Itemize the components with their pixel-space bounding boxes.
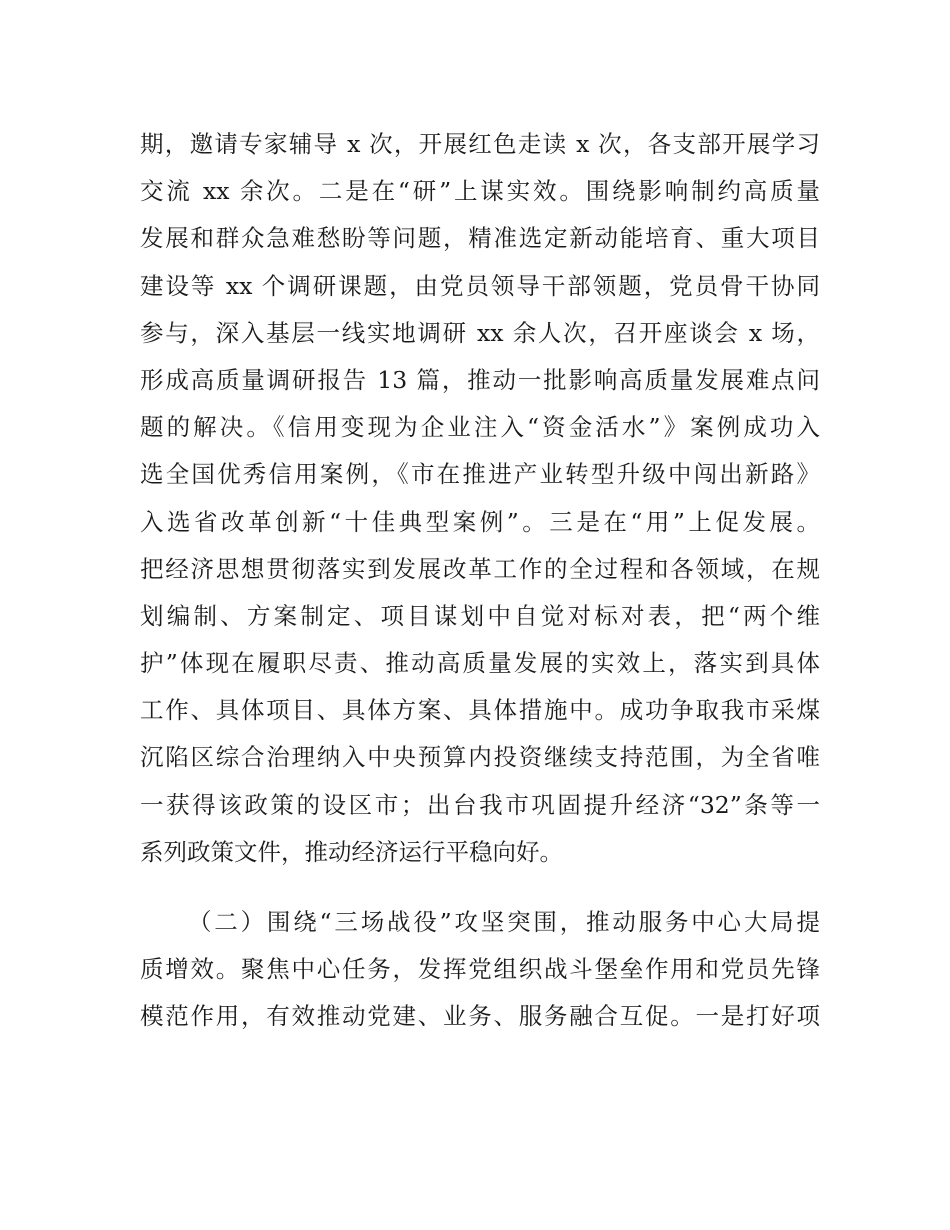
text-line: 一获得该政策的设区市；出台我市巩固提升经济“32”条等一	[140, 790, 820, 819]
text-line: 参与，深入基层一线实地调研 xx 余人次，召开座谈会 x 场，	[140, 318, 820, 347]
text-line: 期，邀请专家辅导 x 次，开展红色走读 x 次，各支部开展学习	[140, 130, 820, 158]
paragraph	[140, 121, 820, 876]
text-line: 模范作用，有效推动党建、业务、服务融合互促。一是打好项	[140, 1002, 820, 1031]
text-line: （二）围绕“三场战役”攻坚突围，推动服务中心大局提	[188, 908, 820, 936]
text-line: 把经济思想贯彻落实到发展改革工作的全过程和各领域，在规	[140, 554, 820, 583]
text-line: 选全国优秀信用案例，《市在推进产业转型升级中闯出新路》	[140, 460, 820, 489]
text-line: 题的解决。《信用变现为企业注入“资金活水”》案例成功入	[140, 413, 820, 442]
text-line: 质增效。聚焦中心任务，发挥党组织战斗堡垒作用和党员先锋	[140, 955, 820, 984]
text-line: 交流 xx 余次。二是在“研”上谋实效。围绕影响制约高质量	[140, 177, 820, 206]
text-line: 入选省改革创新“十佳典型案例”。三是在“用”上促发展。	[140, 507, 820, 536]
text-line: 发展和群众急难愁盼等问题，精准选定新动能培育、重大项目	[140, 224, 820, 253]
paragraph-spacer	[140, 876, 820, 899]
paragraph	[140, 899, 820, 1041]
text-line: 形成高质量调研报告 13 篇，推动一批影响高质量发展难点问	[140, 365, 820, 394]
text-line: 护”体现在履职尽责、推动高质量发展的实效上，落实到具体	[140, 649, 820, 678]
text-line: 系列政策文件，推动经济运行平稳向好。	[140, 837, 563, 866]
text-line: 工作、具体项目、具体方案、具体措施中。成功争取我市采煤	[140, 696, 820, 725]
text-line: 沉陷区综合治理纳入中央预算内投资继续支持范围，为全省唯	[140, 743, 820, 772]
document-body	[140, 121, 820, 1041]
text-line: 建设等 xx 个调研课题，由党员领导干部领题，党员骨干协同	[140, 271, 820, 300]
text-line: 划编制、方案制定、项目谋划中自觉对标对表，把“两个维	[140, 601, 820, 630]
